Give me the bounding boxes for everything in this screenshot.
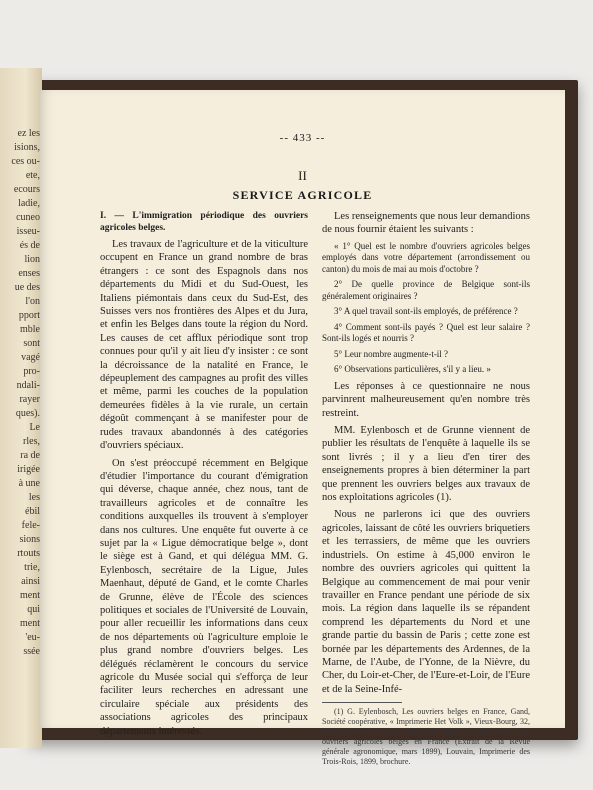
left-page-fragment: à une <box>18 478 40 489</box>
left-page-fragment: les <box>28 492 40 503</box>
left-page-fragment: ment <box>20 618 40 629</box>
left-page-fragment: rles, <box>23 436 40 447</box>
left-page-fragment: 'eu- <box>25 632 40 643</box>
left-page-fragment: sions <box>19 534 40 545</box>
left-page-fragment: sont <box>23 338 40 349</box>
paragraph: Nous ne parlerons ici que des ouvriers agricoles, laissant de côté les ouvriers briquetiers et les terrassiers, de même que les ouvriers industriels. On estime à 45,000 environ le nombre des ouvriers agricoles qui quittent la Belgique au commencement de mai pour venir travailler en France pendant une période de six mois. La région dans laquelle ils se répandent comprend les départements du Nord et une grande partie du bassin de Paris ; cette zone est bornée par les départements des Ardennes, de la Marne, de l'Aube, de l'Yonne, de la Nièvre, du Cher, du Loir-et-Cher, de l'Eure-et-Loir, de l'Eure et de la Seine-Infé- <box>322 509 530 695</box>
left-page-fragment: ra de <box>20 450 40 461</box>
question-item: « 1° Quel est le nombre d'ouvriers agricoles belges employés dans votre département (arrondissement ou canton) du mois de mai au mois d'octobre ? <box>322 240 530 274</box>
question-item: 2° De quelle province de Belgique sont-ils généralement originaires ? <box>322 279 530 301</box>
left-page-fragment: pport <box>18 310 40 321</box>
left-page-fragment: ndali- <box>16 380 40 391</box>
section-heading: I. — L'immigration périodique des ouvriers agricoles belges. <box>100 211 308 233</box>
left-page-fragment: fele- <box>21 520 40 531</box>
left-page-fragment: ques). <box>15 408 40 419</box>
left-page-fragment: cuneo <box>16 212 40 223</box>
left-page-fragment: ainsi <box>21 576 40 587</box>
question-item: 5° Leur nombre augmente-t-il ? <box>334 348 449 359</box>
left-page-fragment: trie, <box>24 562 40 573</box>
left-page-fragment: ces ou- <box>11 156 40 167</box>
left-page-fragment: enses <box>18 268 40 279</box>
left-page-fragment: vagé <box>21 352 40 363</box>
paragraph: Les renseignements que nous leur demandions de nous fournir étaient les suivants : <box>322 211 530 236</box>
paragraph: Les travaux de l'agriculture et de la viticulture occupent en France un grand nombre de bras étrangers : ce sont des Espagnols dans nos départements du Midi et du Sud-Ouest, les Italiens piémontais dans ceux du Sud-Est, des Suisses vers nos frontières des Alpes et du Jura, et enfin les Belges dans toute la région du Nord. Les causes de cet afflux périodique sont trop connues pour qu'il y ait lieu d'y insister : ce sont la décroissance de la natalité en France, le dépeuplement des campagnes au profit des villes et même, parmi les couches de la population demeurées fidèles à la vie rurale, un certain dégoût commençant à se manifester pour de rudes travaux abandonnés à des catégories d'ouvriers spéciaux. <box>100 239 308 452</box>
footnote-rule <box>322 702 402 703</box>
right-column <box>322 210 530 771</box>
paragraph: Les réponses à ce questionnaire ne nous parvinrent malheureusement qu'en nombre très restreint. <box>322 380 530 419</box>
left-page-fragment: ssée <box>23 646 40 657</box>
paragraph: MM. Eylenbosch et de Grunne viennent de publier les résultats de l'enquête à laquelle ils se sont livrés ; il y a lieu d'en tirer des enseignements propres à bien déterminer la part que prennent les ouvriers belges aux travaux de nos exploitations agricoles (1). <box>322 425 530 504</box>
book-page <box>40 90 565 767</box>
question-item: 6° Observations particulières, s'il y a lieu. » <box>334 364 491 375</box>
left-page-fragment: ete, <box>25 170 40 181</box>
left-page-fragment: rtouts <box>17 548 40 559</box>
left-page-edge <box>0 68 42 748</box>
left-page-fragment: ébil <box>25 506 40 517</box>
left-page-fragment: qui <box>27 604 40 615</box>
left-page-fragment: rayer <box>19 394 40 405</box>
left-column <box>100 210 308 742</box>
footnote: (1) G. Eylenbosch, Les ouvriers belges en France, Gand, Société coopérative, « Imprimerie Het Volk », Vieux-Bourg, 32, 1898, brochure ; Comte Charles de Hemricourt de Grunne, Les ouvriers agricoles belges en France (Extrait de la Revue générale agronomique, mars 1899), Louvain, Imprimerie des Trois-Rois, 1899, brochure. <box>322 707 530 767</box>
left-page-fragment: ez les <box>17 128 40 139</box>
page-number: -- 433 -- <box>279 132 326 144</box>
left-page-fragment: l'on <box>25 296 40 307</box>
left-page-fragment: lion <box>24 254 40 265</box>
question-item: 4° Comment sont-ils payés ? Quel est leur salaire ? Sont-ils logés et nourris ? <box>322 321 530 344</box>
paragraph: On s'est préoccupé récemment en Belgique d'étudier l'importance du courant d'émigration qui déverse, chaque année, chez nous, tant de travailleurs agricoles et de connaître les conditions auxquelles ils trouvent à s'employer dans nos cultures. Une enquête fut ouverte à ce sujet par la « Ligue démocratique belge », dont le siège est à Gand, et qui délégua MM. G. Eylenbosch, secrétaire de la Ligue, Jules Maenhaut, député de Gand, et le comte Charles de Grunne, élève de l'École des sciences politiques et sociales de l'Université de Louvain, pour aller recueillir les informations dans ceux de nos départements où l'agriculture emploie le plus grand nombre d'ouvriers belges. Les délégués réclamèrent le concours du service agricole du Musée social qui s'efforça de leur faciliter leurs recherches en adressant une circulaire spéciale aux présidents des associations agricoles des principaux départements intéressés. <box>100 457 308 737</box>
left-page-fragment: és de <box>19 240 40 251</box>
left-page-fragment: isseu- <box>16 226 40 237</box>
chapter-title: SERVICE AGRICOLE <box>232 188 373 202</box>
left-page-fragment: irigée <box>17 464 40 475</box>
left-page-fragment: ladie, <box>18 198 40 209</box>
left-page-fragment: mble <box>20 324 40 335</box>
left-page-fragment: ue des <box>14 282 40 293</box>
left-page-fragment: ecours <box>13 184 40 195</box>
left-page-fragment: pro- <box>23 366 40 377</box>
left-page-fragment: Le <box>29 422 40 433</box>
question-item: 3° A quel travail sont-ils employés, de préférence ? <box>334 306 518 317</box>
left-page-fragment: ment <box>20 590 40 601</box>
chapter-number: II <box>298 168 307 183</box>
left-page-fragment: isions, <box>14 142 40 153</box>
